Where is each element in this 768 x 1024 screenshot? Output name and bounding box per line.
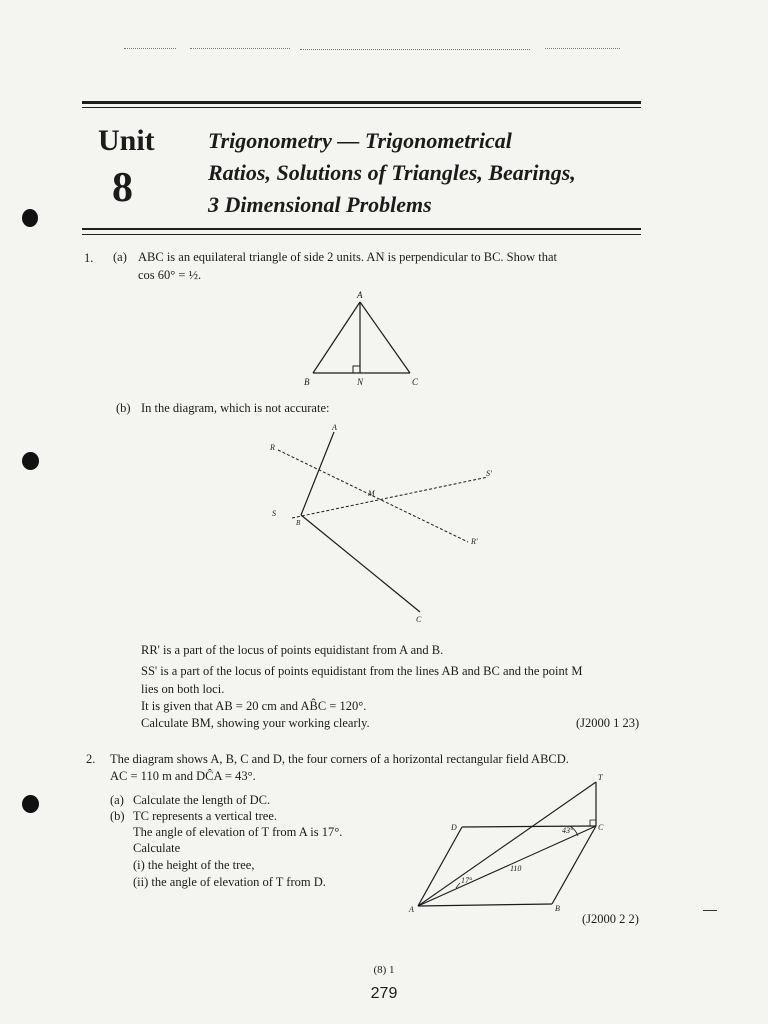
vertex-b-label: B xyxy=(304,377,310,387)
margin-dash xyxy=(703,910,717,911)
question-1-reference: (J2000 1 23) xyxy=(576,716,640,730)
question-1b-line-3: lies on both loci. xyxy=(141,682,225,696)
point-c-label: C xyxy=(416,615,422,624)
footer-code: (8) 1 xyxy=(373,964,395,976)
locus-diagram-figure xyxy=(260,420,500,630)
point-t-label: T xyxy=(598,773,603,782)
question-2-text-1: The diagram shows A, B, C and D, the four corners of a horizontal rectangular field ABCD. xyxy=(110,752,569,766)
rectangular-field-figure xyxy=(400,770,620,920)
point-b-label: B xyxy=(296,519,301,527)
header-rule-top-thin xyxy=(82,107,641,108)
header-rule-bottom xyxy=(82,228,641,230)
question-2a-text: Calculate the length of DC. xyxy=(133,793,271,807)
unit-title-line-3: 3 Dimensional Problems xyxy=(208,192,432,217)
header-rule-top xyxy=(82,101,641,104)
unit-number: 8 xyxy=(112,165,133,211)
question-2b-label: (b) xyxy=(110,809,125,823)
punch-hole xyxy=(22,452,39,470)
point-a-label: A xyxy=(409,905,414,914)
vertex-n-label: N xyxy=(357,377,364,387)
point-d-label: D xyxy=(451,823,457,832)
question-1b-line-1: RR' is a part of the locus of points equidistant from A and B. xyxy=(141,643,444,657)
question-1a-label: (a) xyxy=(113,250,127,264)
angle-43-label: 43° xyxy=(562,826,574,835)
question-1b-label: (b) xyxy=(116,401,131,415)
top-dotted-mark xyxy=(124,48,176,49)
header-rule-bottom-thin xyxy=(82,234,641,235)
question-2-number: 2. xyxy=(86,752,96,766)
question-2a-label: (a) xyxy=(110,793,124,807)
question-2b-i: (i) the height of the tree, xyxy=(133,858,255,872)
question-2-reference: (J2000 2 2) xyxy=(582,912,639,926)
question-2b-ii: (ii) the angle of elevation of T from D. xyxy=(133,875,326,889)
point-b-label: B xyxy=(555,904,560,913)
top-dotted-mark xyxy=(545,48,620,49)
length-110-label: 110 xyxy=(510,864,522,873)
top-dotted-mark xyxy=(190,48,290,49)
question-1b-text: In the diagram, which is not accurate: xyxy=(141,401,330,415)
question-1b-line-5: Calculate BM, showing your working clearly. xyxy=(141,716,370,730)
vertex-c-label: C xyxy=(412,377,419,387)
point-a-label: A xyxy=(332,423,337,432)
punch-hole xyxy=(22,795,39,813)
unit-label: Unit xyxy=(98,124,155,157)
unit-title-line-1: Trigonometry — Trigonometrical xyxy=(208,128,512,153)
question-1-number: 1. xyxy=(84,251,94,265)
page-number: 279 xyxy=(370,985,398,1002)
point-s-label: S xyxy=(272,509,276,518)
point-r-label: R xyxy=(270,443,275,452)
question-2b-text-2: The angle of elevation of T from A is 17°. xyxy=(133,825,343,839)
point-s-prime-label: S' xyxy=(486,469,492,478)
point-c-label: C xyxy=(598,823,604,832)
top-dotted-mark xyxy=(300,49,530,50)
point-m-label: M xyxy=(368,489,375,498)
question-1b-line-4: It is given that AB = 20 cm and AB̂C = 120°. xyxy=(141,699,367,713)
punch-hole xyxy=(22,209,38,227)
equilateral-triangle-figure xyxy=(300,288,430,390)
unit-title-line-2: Ratios, Solutions of Triangles, Bearings, xyxy=(208,160,576,185)
point-r-prime-label: R' xyxy=(471,537,478,546)
question-1a-formula: cos 60° = ½. xyxy=(138,268,202,282)
question-2-text-2: AC = 110 m and DĈA = 43°. xyxy=(110,769,256,783)
question-1a-text: ABC is an equilateral triangle of side 2 units. AN is perpendicular to BC. Show that xyxy=(138,250,558,264)
question-2b-text: TC represents a vertical tree. xyxy=(133,809,278,823)
question-1b-line-2: SS' is a part of the locus of points equidistant from the lines AB and BC and the point M xyxy=(141,664,583,678)
question-2b-text-3: Calculate xyxy=(133,841,181,855)
vertex-a-label: A xyxy=(357,290,363,300)
angle-17-label: 17° xyxy=(461,876,473,885)
